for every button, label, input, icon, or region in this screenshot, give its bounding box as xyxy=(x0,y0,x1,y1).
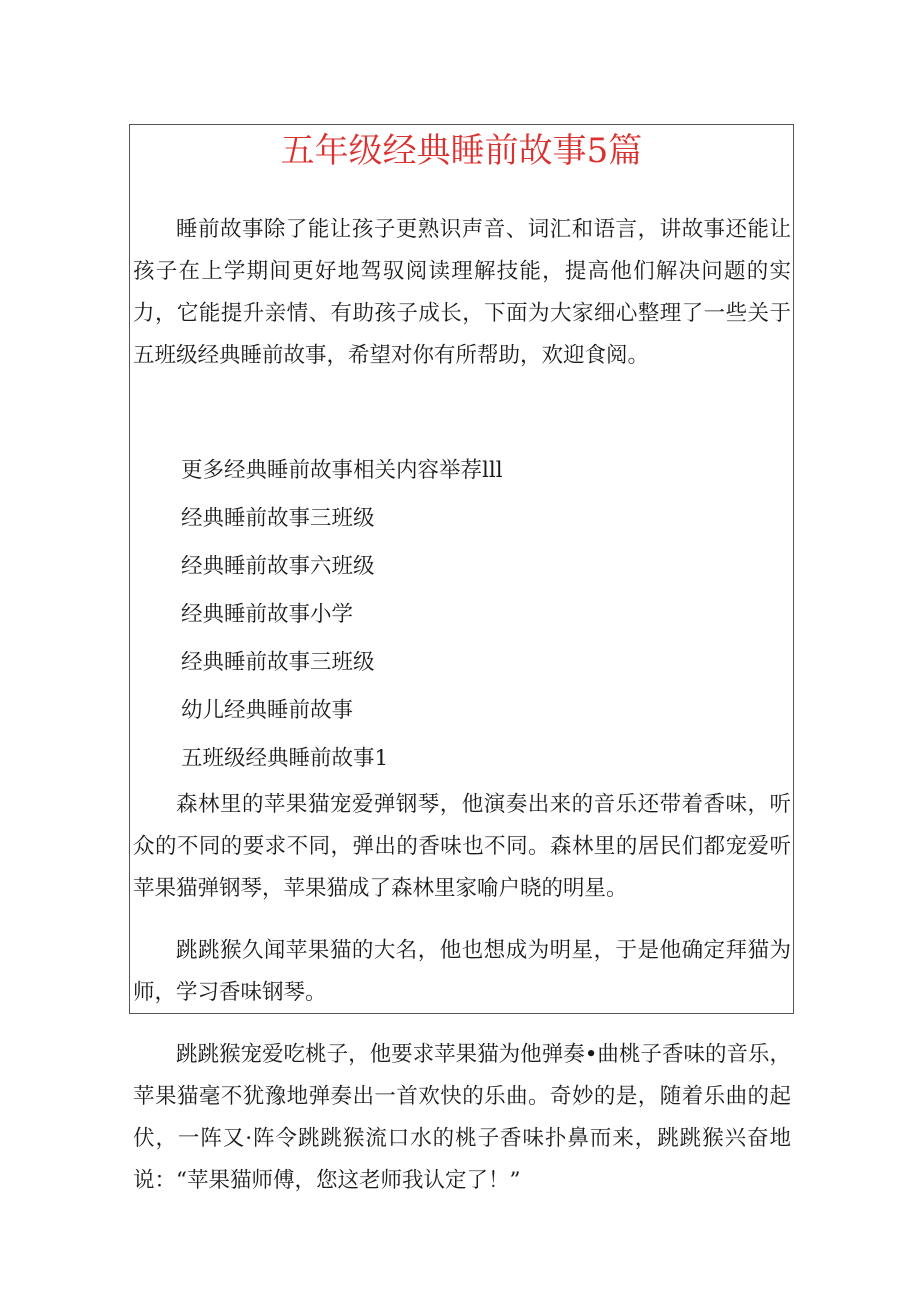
related-link[interactable]: 经典睡前故事小学 xyxy=(181,602,354,627)
story-heading: 五班级经典睡前故事1 xyxy=(181,746,389,771)
story-paragraph: 跳跳猴宠爱吃桃子，他要求苹果猫为他弹奏•曲桃子香味的音乐，苹果猫毫不犹豫地弹奏出一首欢快的乐曲。奇妙的是，随着乐曲的起伏，一阵又·阵令跳跳猴流口水的桃子香味扑鼻而来，跳跳猴兴奋地说：“苹果猫师傅，您这老师我认定了！” xyxy=(133,1042,791,1193)
story-paragraph: 森林里的苹果猫宠爱弹钢琴，他演奏出来的音乐还带着香味，听众的不同的要求不同，弹出的香味也不同。森林里的居民们都宠爱听苹果猫弹钢琴，苹果猫成了森林里家喻户晓的明星。 xyxy=(133,792,791,901)
related-link[interactable]: 经典睡前故事三班级 xyxy=(181,506,375,531)
related-link[interactable]: 经典睡前故事三班级 xyxy=(181,650,375,675)
related-heading: 更多经典睡前故事相关内容举荐lll xyxy=(181,458,503,483)
story-paragraph: 跳跳猴久闻苹果猫的大名，他也想成为明星，于是他确定拜猫为师，学习香味钢琴。 xyxy=(133,938,791,1005)
related-link[interactable]: 幼儿经典睡前故事 xyxy=(181,698,354,723)
related-link[interactable]: 经典睡前故事六班级 xyxy=(181,554,375,579)
document-title: 五年级经典睡前故事5篇 xyxy=(280,131,643,171)
intro-paragraph: 睡前故事除了能让孩子更熟识声音、词汇和语言，讲故事还能让孩子在上学期间更好地驾驭阅读理解技能，提高他们解决问题的实力，它能提升亲情、有助孩子成长，下面为大家细心整理了一些关于五班级经典睡前故事，希望对你有所帮助，欢迎食阅。 xyxy=(133,217,791,368)
